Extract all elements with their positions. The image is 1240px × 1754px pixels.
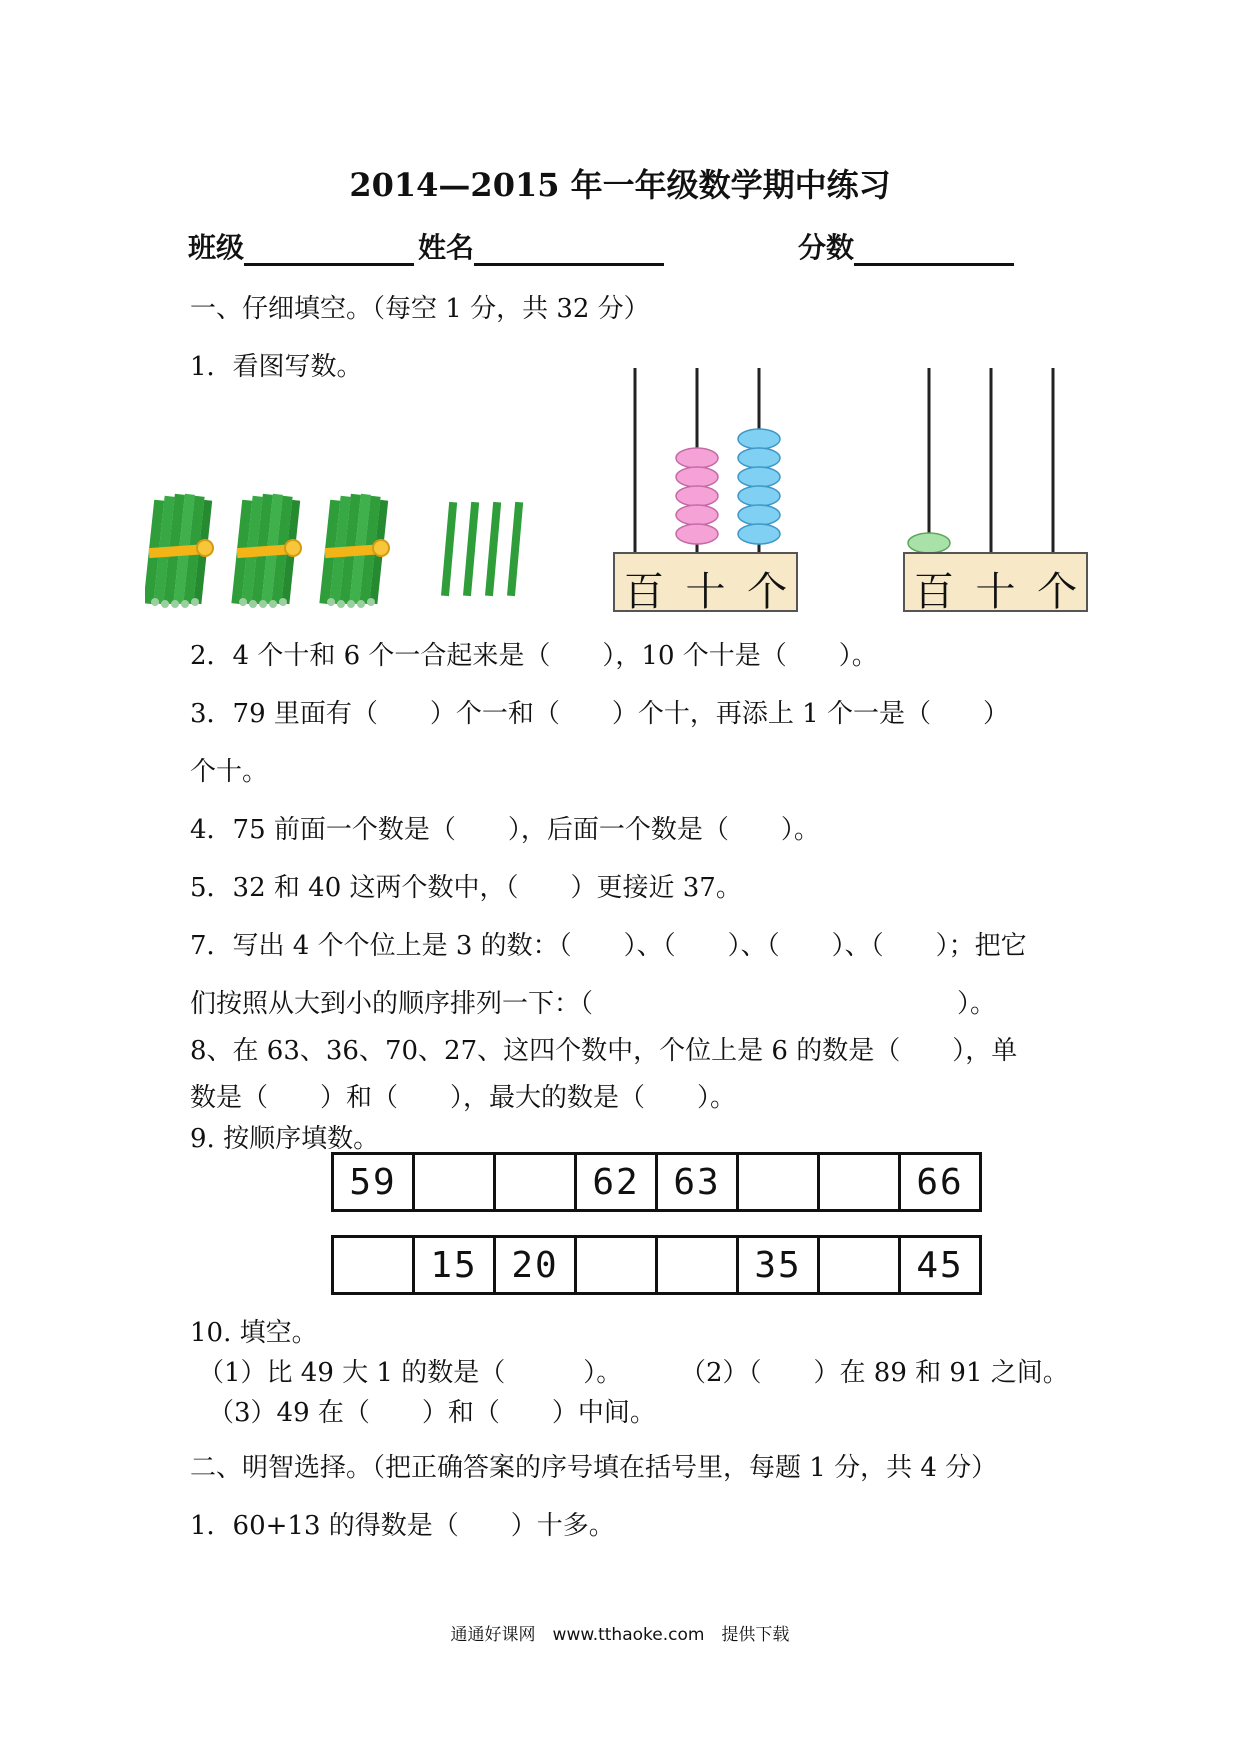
stick-bundle-2 xyxy=(231,494,301,608)
sequence-cell[interactable] xyxy=(414,1154,495,1211)
sequence-cell: 20 xyxy=(495,1237,576,1294)
abacus-2-ones-label: 个 xyxy=(1037,569,1078,615)
sequence-cell: 62 xyxy=(576,1154,657,1211)
class-label-group xyxy=(188,226,414,266)
single-stick-1 xyxy=(441,502,457,596)
section1-heading: 一、仔细填空。（每空 1 分，共 32 分） xyxy=(190,294,650,324)
sequence-cell: 35 xyxy=(738,1237,819,1294)
score-field[interactable] xyxy=(854,233,1014,266)
abacus-1 xyxy=(613,368,798,613)
q10-text: 10. 填空。 xyxy=(190,1318,318,1348)
abacus-2 xyxy=(903,368,1088,613)
q8-text-line1: 8、在 63、36、70、27、这四个数中，个位上是 6 的数是（ ），单 xyxy=(190,1036,1018,1066)
single-stick-3 xyxy=(485,502,501,596)
sequence-cell[interactable] xyxy=(657,1237,738,1294)
q7-text-line2: 们按照从大到小的顺序排列一下：（ ）。 xyxy=(190,989,997,1019)
name-label: 姓名 xyxy=(418,231,475,264)
q2-text: 2．4 个十和 6 个一合起来是（ ），10 个十是（ ）。 xyxy=(190,641,878,671)
abacus-1-labels xyxy=(613,560,798,617)
section2-heading: 二、明智选择。（把正确答案的序号填在括号里，每题 1 分，共 4 分） xyxy=(190,1453,998,1483)
q8-text-line2: 数是（ ）和（ ），最大的数是（ ）。 xyxy=(190,1083,737,1113)
class-label: 班级 xyxy=(188,231,245,264)
sequence-cell: 15 xyxy=(414,1237,495,1294)
sequence-cell: 63 xyxy=(657,1154,738,1211)
q5-text: 5．32 和 40 这两个数中，（ ）更接近 37。 xyxy=(190,873,742,903)
q10-part1: （1）比 49 大 1 的数是（ ）。 xyxy=(198,1358,623,1388)
q1-text: 1．看图写数。 xyxy=(190,352,363,382)
score-label-group xyxy=(798,226,1014,266)
sequence-table-1 xyxy=(331,1152,982,1212)
sequence-table-2 xyxy=(331,1235,982,1295)
sequence-cell[interactable] xyxy=(576,1237,657,1294)
sequence-cell[interactable] xyxy=(819,1154,900,1211)
sequence-cell: 59 xyxy=(333,1154,414,1211)
abacus-1-tens-beads xyxy=(676,448,718,544)
single-stick-4 xyxy=(507,502,523,596)
q7-text-line1: 7．写出 4 个个位上是 3 的数：（ ）、（ ）、（ ）、（ ）；把它 xyxy=(190,931,1027,961)
q10-part2: （2）（ ）在 89 和 91 之间。 xyxy=(680,1358,1069,1388)
abacus-2-hundreds-bead xyxy=(908,533,950,553)
q3-text-line1: 3．79 里面有（ ）个一和（ ）个十，再添上 1 个一是（ ） xyxy=(190,699,1009,729)
table-row xyxy=(333,1154,981,1211)
section2-q1-text: 1．60+13 的得数是（ ）十多。 xyxy=(190,1511,615,1541)
sequence-cell[interactable] xyxy=(495,1154,576,1211)
table-row xyxy=(333,1237,981,1294)
stick-bundle-1 xyxy=(145,494,213,608)
footer-credit: 通通好课网 www.tthaoke.com 提供下载 xyxy=(450,1625,790,1645)
abacus-2-labels xyxy=(903,560,1088,617)
sequence-cell[interactable] xyxy=(819,1237,900,1294)
abacus-2-tens-label: 十 xyxy=(975,569,1016,615)
q10-part3: （3）49 在（ ）和（ ）中间。 xyxy=(208,1398,656,1428)
q4-text: 4．75 前面一个数是（ ），后面一个数是（ ）。 xyxy=(190,815,820,845)
sequence-cell: 66 xyxy=(900,1154,981,1211)
abacus-1-ones-beads xyxy=(738,429,780,544)
abacus-1-ones-label: 个 xyxy=(747,569,788,615)
stick-bundle-3 xyxy=(319,494,389,608)
q9-text: 9. 按顺序填数。 xyxy=(190,1124,380,1154)
page-title: 2014—2015 年一年级数学期中练习 xyxy=(349,166,891,204)
name-field[interactable] xyxy=(474,233,664,266)
abacus-1-hundreds-label: 百 xyxy=(623,569,664,615)
single-stick-2 xyxy=(463,502,479,596)
score-label: 分数 xyxy=(798,231,855,264)
name-label-group xyxy=(418,226,664,266)
abacus-1-tens-label: 十 xyxy=(685,569,726,615)
stick-bundles-image xyxy=(145,490,545,620)
sequence-cell[interactable] xyxy=(333,1237,414,1294)
sequence-cell: 45 xyxy=(900,1237,981,1294)
abacus-2-hundreds-label: 百 xyxy=(913,569,954,615)
sequence-cell[interactable] xyxy=(738,1154,819,1211)
class-field[interactable] xyxy=(244,233,414,266)
q3-text-line2: 个十。 xyxy=(190,757,269,787)
